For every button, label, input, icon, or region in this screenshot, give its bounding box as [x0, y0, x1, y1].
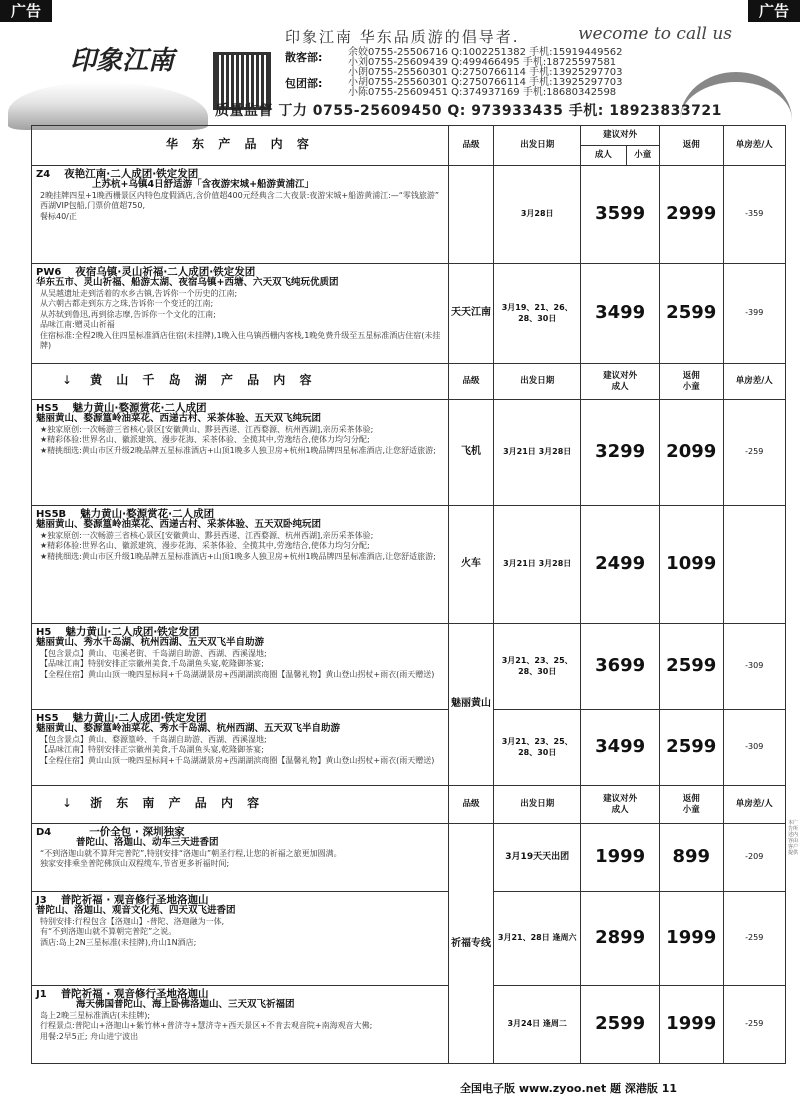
table-row — [32, 824, 786, 892]
col-child: 小童 — [682, 804, 700, 815]
table-row — [32, 400, 786, 506]
product-subtitle: 魅丽黄山、秀水千岛湖、杭州西湖、五天双飞半自助游 — [36, 637, 265, 648]
product-detail: 【品味江南】特别安排正宗徽州美食,千岛湖鱼头宴,乾隆御茶宴; — [40, 659, 264, 668]
product-detail: 【品味江南】特别安排正宗徽州美食,千岛湖鱼头宴,乾隆御茶宴; — [40, 745, 264, 754]
product-code: D4 — [36, 826, 52, 838]
product-detail: 餐标40/正 — [40, 211, 77, 221]
product-detail: 西湖VIP包船,门票价值超750, — [40, 201, 146, 210]
adult-price: 3499 — [581, 710, 660, 786]
ink-landscape-image — [8, 82, 208, 130]
section-header — [32, 126, 786, 146]
adult-price: 3699 — [581, 624, 660, 710]
product-code: J3 — [36, 894, 47, 906]
product-date: 3月21日 3月28日 — [494, 400, 581, 506]
product-subtitle: 魅丽黄山、婺源篁岭油菜花、西递古村、采茶体验、五天双飞纯玩团 — [36, 413, 322, 424]
col-rebate: 返佣 — [659, 126, 723, 166]
product-detail: ★精彩体验:世界名山、徽派建筑、漫步花海、采茶体验、全揽其中,劳逸结合,使体力均匀分配; — [40, 435, 370, 444]
product-title: 魅力黄山·婺源赏花·二人成团 — [80, 507, 215, 520]
product-level: 魅丽黄山 — [448, 624, 493, 786]
down-arrow-icon: ↓ — [62, 373, 73, 388]
product-detail: 品味江南:赠灵山祈福 — [40, 320, 115, 329]
package-dept-label: 包团部: — [285, 77, 323, 90]
group-dept-label: 散客部: — [285, 51, 323, 64]
col-single: 单房差/人 — [723, 126, 786, 166]
product-detail: 从苏轼到鲁迅,再到徐志摩,告诉你一个文化的江南; — [40, 309, 216, 319]
rebate-price: 1999 — [659, 892, 723, 986]
product-detail: ★精彩体验:世界名山、徽派建筑、漫步花海、采茶体验、全揽其中,劳逸结合,使体力均匀分配; — [40, 541, 370, 550]
product-detail: 独家安排乘坐普陀佛顶山双程缆车,节省更多祈福时间; — [40, 859, 230, 868]
product-detail: 酒店:岛上2N三星标准(未挂牌),舟山1N酒店; — [40, 937, 197, 947]
product-detail: 从吴越遗址走到活着的水乡古镇,告诉你一个历史的江南; — [40, 288, 238, 298]
table-row — [32, 506, 786, 624]
section-header — [32, 786, 786, 824]
section-header — [32, 364, 786, 400]
rebate-price: 2999 — [659, 166, 723, 264]
product-date: 3月21、23、25、28、30日 — [494, 710, 581, 786]
col-price: 建议对外 — [581, 126, 660, 146]
contact-line: 小陈0755-25609451 Q:374937169 手机:18680342598 — [348, 87, 617, 98]
col-child: 小童 — [626, 146, 659, 166]
product-subtitle: 华东五市、灵山祈福、船游太湖、夜宿乌镇+西塘、六天双飞纯玩优质团 — [36, 277, 339, 288]
product-detail: 特别安排:行程包含【洛迦山】-普陀、洛迦融为一体, — [40, 916, 225, 926]
product-title: 夜艳江南·二人成团·铁定发团 — [64, 167, 199, 180]
table-row — [32, 986, 786, 1064]
product-date: 3月24日 逢周二 — [494, 986, 581, 1064]
product-code: HS5 — [36, 402, 59, 414]
product-subtitle: 海天佛国普陀山、海上卧佛洛迦山、三天双飞祈福团 — [76, 999, 295, 1010]
product-code: PW6 — [36, 266, 62, 278]
product-subtitle: 上苏杭+乌镇4日舒适游「含夜游宋城+船游黄浦江」 — [92, 179, 315, 190]
product-subtitle: 普陀山、洛迦山、动车三天进香团 — [76, 837, 219, 848]
single-supplement: -359 — [723, 166, 786, 264]
product-title: 普陀祈福 · 观音修行圣地洛迦山 — [60, 893, 209, 906]
rebate-price: 1999 — [659, 986, 723, 1064]
ad-tag-left: 广告 — [0, 0, 52, 22]
col-level: 品级 — [448, 126, 493, 166]
table-row — [32, 264, 786, 364]
product-title: 一价全包 · 深圳独家 — [89, 825, 185, 838]
product-detail: 【全程住宿】黄山山顶一晚四星标间+千岛湖湖景房+西湖湖滨商圈【温馨礼物】黄山登山拐杖+雨衣(雨天赠送) — [40, 755, 435, 765]
section-title: 黄 山 千 岛 湖 产 品 内 容 — [90, 373, 317, 388]
product-date: 3月21、28日 逢周六 — [494, 892, 581, 986]
agency-banner — [0, 22, 800, 120]
table-row — [32, 710, 786, 786]
adult-price: 2499 — [581, 506, 660, 624]
product-subtitle: 魅丽黄山、婺源篁岭油菜花、西递古村、采茶体验、五天双卧纯玩团 — [36, 519, 322, 530]
contact-line: 小刘0755-25609439 Q:499466495 手机:18725597581 — [348, 57, 617, 68]
col-date: 出发日期 — [494, 364, 581, 400]
product-detail: ★精挑细选:黄山市区升级1晚品牌五星标准酒店+山顶1晚多人独卫房+杭州1晚品牌四星标准酒店,让您舒适旅游; — [40, 551, 436, 561]
product-date: 3月21、23、25、28、30日 — [494, 624, 581, 710]
table-row — [32, 624, 786, 710]
product-detail: 【包含景点】黄山、屯溪老街、千岛湖自助游、西湖、西溪湿地; — [40, 648, 267, 658]
col-single: 单房差/人 — [723, 786, 786, 824]
product-code: HS5 — [36, 712, 59, 724]
product-code: HS5B — [36, 508, 67, 520]
table-row — [32, 166, 786, 264]
page-footer: 全国电子版 www.zyoo.net 题 深港版 11 — [460, 1082, 678, 1095]
product-level: 飞机 — [448, 400, 493, 506]
supervisor-line: 质量监督 丁力 0755-25609450 Q: 973933435 手机: 18923833721 — [215, 103, 722, 119]
single-supplement: -309 — [723, 624, 786, 710]
table-row — [32, 892, 786, 986]
col-adult: 成人 — [581, 146, 626, 166]
product-detail: 有“不到洛迦山就不算朝完普陀”之说。 — [40, 927, 177, 936]
section-title: 华 东 产 品 内 容 — [165, 137, 314, 152]
single-supplement: -209 — [723, 824, 786, 892]
single-supplement — [723, 506, 786, 624]
adult-price: 2899 — [581, 892, 660, 986]
product-detail: 从六朝古都走到东方之珠,告诉你一个变迁的江南; — [40, 299, 214, 308]
single-supplement: -259 — [723, 400, 786, 506]
rebate-price: 1099 — [659, 506, 723, 624]
adult-price: 3499 — [581, 264, 660, 364]
product-detail: 【包含景点】黄山、婺源篁岭、千岛湖自助游、西湖、西溪湿地; — [40, 734, 267, 744]
adult-price: 2599 — [581, 986, 660, 1064]
rebate-price: 2599 — [659, 264, 723, 364]
col-rebate: 返佣 — [682, 794, 700, 804]
col-adult: 成人 — [611, 381, 629, 392]
single-supplement: -309 — [723, 710, 786, 786]
col-child: 小童 — [682, 381, 700, 392]
product-title: 魅力黄山·婺源赏花·二人成团 — [72, 401, 207, 414]
col-single: 单房差/人 — [723, 364, 786, 400]
brand-logo: 印象江南 — [70, 46, 175, 76]
product-title: 夜宿乌镇·灵山祈福·二人成团·铁定发团 — [75, 265, 256, 278]
contact-line: 余姣0755-25506716 Q:1002251382 手机:15919449562 — [348, 47, 623, 58]
single-supplement: -399 — [723, 264, 786, 364]
product-detail: 2晚挂牌四星+1晚西栅景区内特色度假酒店,含价值超400元经典含二大夜景:夜游宋城+船游黄浦江:—“零钱旅游” — [40, 190, 440, 200]
product-detail: ★独家原创:一次畅游三省核心景区[安徽黄山、黟县西递、江西婺源、杭州西湖],亲历采茶体验; — [40, 424, 374, 434]
side-note: 本广告所述内容由客户提供 — [788, 820, 799, 856]
product-subtitle: 魅丽黄山、婺源篁岭油菜花、秀水千岛湖、杭州西湖、五天双飞半自助游 — [36, 723, 341, 734]
col-adult: 成人 — [611, 804, 629, 815]
product-level: 火车 — [448, 506, 493, 624]
adult-price: 3599 — [581, 166, 660, 264]
rebate-price: 2099 — [659, 400, 723, 506]
rebate-price: 2599 — [659, 710, 723, 786]
col-rebate: 返佣 — [682, 371, 700, 381]
single-supplement: -259 — [723, 986, 786, 1064]
product-date: 3月28日 — [494, 166, 581, 264]
product-level — [448, 166, 493, 264]
product-title: 魅力黄山·二人成团·铁定发团 — [72, 711, 207, 724]
product-date: 3月19、21、26、28、30日 — [494, 264, 581, 364]
product-level: 祈福专线 — [448, 824, 493, 1064]
product-code: H5 — [36, 626, 52, 638]
down-arrow-icon: ↓ — [62, 796, 73, 811]
col-price: 建议对外 — [603, 794, 638, 804]
rebate-price: 899 — [659, 824, 723, 892]
product-title: 魅力黄山·二人成团·铁定发团 — [65, 625, 200, 638]
product-detail: 行程景点:普陀山+洛迦山+紫竹林+普济寺+慧济寺+西天景区+不肯去观音院+南海观音大佛; — [40, 1021, 373, 1030]
col-date: 出发日期 — [494, 126, 581, 166]
product-detail: 住宿标准:全程2晚入住四星标准酒店住宿(未挂牌),1晚入住乌镇西栅内客栈,1晚免费升级至五星标准酒店住宿(未挂牌) — [40, 330, 441, 350]
adult-price: 3299 — [581, 400, 660, 506]
product-subtitle: 普陀山、洛迦山、观音文化苑、四天双飞进香团 — [36, 905, 236, 916]
ad-tag-right: 广告 — [748, 0, 800, 22]
product-date: 3月19天天出团 — [494, 824, 581, 892]
col-date: 出发日期 — [494, 786, 581, 824]
product-detail: 岛上2晚三星标准酒店(未挂牌); — [40, 1010, 151, 1020]
product-detail: “不到洛迦山就不算拜完普陀”,特别安排“洛迦山”朝圣行程,让您的祈福之旅更加圆满。 — [40, 848, 342, 858]
product-detail: ★独家原创:一次畅游三省核心景区[安徽黄山、黟县西递、江西婺源、杭州西湖],亲历采茶体验; — [40, 530, 374, 540]
product-detail: ★精挑细选:黄山市区升级2晚品牌五星标准酒店+山顶1晚多人独卫房+杭州1晚品牌四星标准酒店,让您舒适旅游; — [40, 445, 436, 455]
adult-price: 1999 — [581, 824, 660, 892]
product-detail: 用餐:2早5正; 舟山进宁波出 — [40, 1031, 139, 1041]
product-table — [31, 125, 786, 1064]
product-level: 天天江南 — [448, 264, 493, 364]
product-detail: 【全程住宿】黄山山顶一晚四星标间+千岛湖湖景房+西湖湖滨商圈【温馨礼物】黄山登山拐杖+雨衣(雨天赠送) — [40, 669, 435, 679]
tagline: 印象江南 华东品质游的倡导者. — [285, 28, 520, 46]
single-supplement: -259 — [723, 892, 786, 986]
rebate-price: 2599 — [659, 624, 723, 710]
col-price: 建议对外 — [603, 371, 638, 381]
col-level: 品级 — [448, 364, 493, 400]
welcome-text: wecome to call us — [578, 24, 733, 44]
section-title: 浙 东 南 产 品 内 容 — [90, 796, 265, 811]
product-code: Z4 — [36, 168, 51, 180]
product-date: 3月21日 3月28日 — [494, 506, 581, 624]
col-level: 品级 — [448, 786, 493, 824]
product-code: J1 — [36, 988, 47, 1000]
product-title: 普陀祈福 · 观音修行圣地洛迦山 — [60, 987, 209, 1000]
contact-line: 小胡0755-25560301 Q:2750766114 手机:13925297703 — [348, 77, 623, 88]
contact-line: 小朗0755-25560301 Q:2750766114 手机:13925297703 — [348, 67, 623, 78]
